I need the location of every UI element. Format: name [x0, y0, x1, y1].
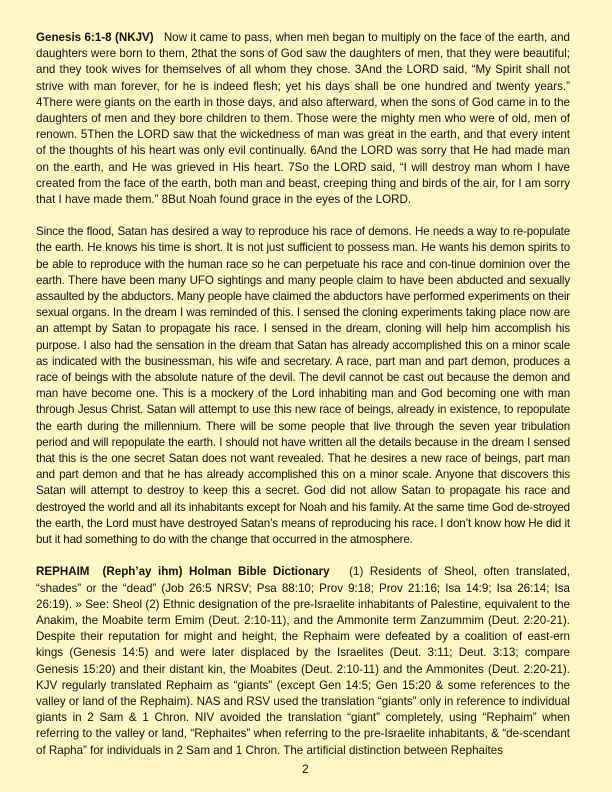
passage-heading: Genesis 6:1-8 (NKJV) — [36, 31, 161, 44]
commentary-paragraph — [36, 224, 570, 548]
dictionary-heading: REPHAIM (Reph’ay ihm) Holman Bible Dictionary — [36, 565, 343, 579]
dictionary-text: (1) Residents of Sheol, often translated, “shades” or the “dead” (Job 26:5 NRSV; Psa 88:10; Prov 9:18; Prov 21:16; Isa 14:9; Isa 26:14; Isa 26:19). » See: Sheol (2) Ethnic designation of the pre-Israelite inhabitants of Palestine, equivalent to the Anakim, the Moabite term Emim (Deut. 2:10-11), and the Ammonite term Zanzummim (Deut. 2:20-21). Despite their reputation for might and height, the Rephaim were defeated by a coalition of east-ern kings (Genesis 14:5) and were later displaced by the Israelites (Deut. 3:11; Deut. 3:13; compare Genesis 15:20) and their distant kin, the Moabites (Deut. 2:10-11) and the Ammonites (Deut. 2:20-21). KJV regularly translated Rephaim as “giants” (except Gen 14:5; Gen 15:20 & some references to the valley or land of the Rephaim). NAS and RSV used the translation “giants” only in reference to individual giants in 2 Sam & 1 Chron. NIV avoided the translation “giant” completely, using “Rephaim” when referring to the valley or land, “Rephaites” when referring to the pre-Israelite inhabitants, & “de-scendant of Rapha” for individuals in 2 Sam and 1 Chron. The artificial distinction between Rephaites — [36, 565, 570, 757]
scripture-passage — [36, 30, 570, 208]
dictionary-entry — [36, 564, 570, 758]
commentary-text: Since the flood, Satan has desired a way to reproduce his race of demons. He needs a way to re-populate the earth. He knows his time is short. It is not just sufficient to possess man. He wants his demon spirits to be able to reproduce with the human race so he can perpetuate his race and con-tinue dominion over the earth. There have been many UFO sightings and many people claim to have been abducted and sexually assaulted by the abductors. Many people have claimed the abductors have performed experiments on their sexual organs. In the dream I was reminded of this. I sensed the cloning experiments taking place now are an attempt by Satan to propagate his race. I sensed in the dream, cloning will help him accomplish his purpose. I also had the sensation in the dream that Satan has already accomplished this on a minor scale as indicated with the businessman, his wife and secretary. A race, part man and part demon, produces a race of beings with the absolute nature of the devil. The devil cannot be cast out because the demon and man have become one. This is a mockery of the Lord inhabiting man and God becoming one with man through Jesus Christ. Satan will attempt to use this new race of beings, already in existence, to repopulate the earth during the millennium. There will be some people that live through the seven year tribulation period and will repopulate the earth. I should not have written all the details because in the dream I sensed that this is the one secret Satan does not want revealed. That he desires a new race of beings, part man and part demon and that he has already accomplished this on a minor scale. Anyone that discovers this Satan will attempt to destroy to keep this a secret. God did not allow Satan to propagate his race and destroyed the world and all its inhabitants except for Noah and his family. At the same time God de-stroyed the earth, the Lord must have destroyed Satan’s means of reproducing his race. I don’t know how He did it but it had something to do with the change that occurred in the atmosphere. — [36, 225, 570, 547]
passage-text: Now it came to pass, when men began to multiply on the face of the earth, and daughters were born to them, 2that the sons of God saw the daughters of men, that they were beautiful; and they took wives for themselves of all whom they chose. 3And the LORD said, “My Spirit shall not strive with man forever, for he is indeed flesh; yet his days shall be one hundred and twenty years.” 4There were giants on the earth in those days, and also afterward, when the sons of God came in to the daughters of men and they bore children to them. Those were the mighty men who were of old, men of renown. 5Then the LORD saw that the wickedness of man was great in the earth, and that every intent of the thoughts of his heart was only evil continually. 6And the LORD was sorry that He had made man on the earth, and He was grieved in His heart. 7So the LORD said, “I will destroy man whom I have created from the face of the earth, both man and beast, creeping thing and birds of the air, for I am sorry that I have made them.” 8But Noah found grace in the eyes of the LORD. — [36, 31, 570, 207]
page-number: 2 — [302, 762, 309, 776]
document-body — [36, 30, 570, 775]
